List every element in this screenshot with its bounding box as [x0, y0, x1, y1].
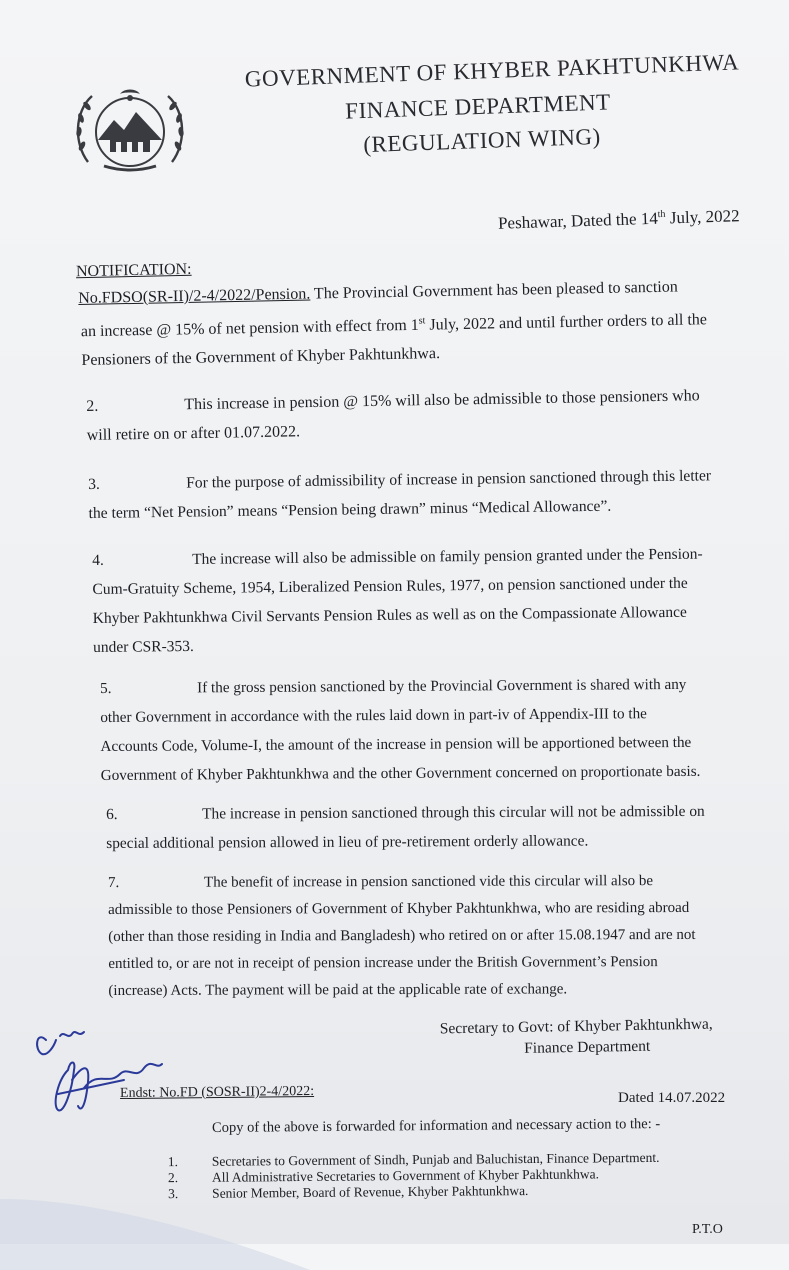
header-line-2: FINANCE DEPARTMENT [344, 89, 612, 124]
header-line-1: GOVERNMENT OF KHYBER PAKHTUNKHWA [244, 49, 740, 92]
signatory-department: Finance Department [524, 1037, 651, 1057]
paragraph-2: 2. This increase in pension @ 15% will also be admissible to those pensioners who will retire on or after 01.07.2022. [86, 387, 700, 444]
signatory-title: Secretary to Govt: of Khyber Pakhtunkhwa, [439, 1015, 713, 1038]
paragraph-6: 6. The increase in pension sanctioned through this circular will not be admissible on special additional pension allowed in lieu of pre-retirement orderly allowance. [106, 802, 705, 852]
list-item: 1. Secretaries to Government of Sindh, Punjab and Baluchistan, Finance Department. [167, 1149, 660, 1170]
handwritten-signature-icon [28, 1010, 178, 1120]
notification-label: NOTIFICATION: [75, 260, 192, 281]
list-item: 3. Senior Member, Board of Revenue, Khyber Pakhtunkhwa. [168, 1183, 529, 1202]
paragraph-3: 3. For the purpose of admissibility of increase in pension sanctioned through this letter the term “Net Pension” means “Pension being drawn” minus “Medical Allowance”. [88, 467, 712, 522]
paragraph-4: 4. The increase will also be admissible on family pension granted under the Pension- Cum-Gratuity Scheme, 1954, Liberalized Pension Rules, 1977, on pension sanctioned under the Khyber Pakhtunkhwa Civil Servants Pension Rules as well as on the Compassionate Allowance under CSR-353. [92, 545, 703, 656]
paper-shadow-icon [0, 1180, 310, 1270]
page-turn-over: P.T.O [692, 1222, 723, 1237]
header-line-3: (REGULATION WING) [362, 123, 602, 158]
issue-date: Peshawar, Dated the 14th July, 2022 [497, 206, 740, 233]
paragraph-5: 5. If the gross pension sanctioned by the Provincial Government is shared with any other Government in accordance with the rules laid down in part-iv of Appendix-III to the Accounts Code, Volume-I, the amount of the increase in pension will be apportioned between the Government of Khyber Pakhtunkhwa and the other Government concerned on proportionate basis. [100, 675, 701, 784]
paragraph-1: No.FDSO(SR-II)/2-4/2022/Pension. The Provincial Government has been pleased to sanction an increase @ 15% of net pension with effect from 1st July, 2022 and until further orders to all the Pensioners of the Government of Khyber Pakhtunkhwa. [78, 278, 708, 370]
copy-forward-text: Copy of the above is forwarded for information and necessary action to the: - [211, 1116, 661, 1136]
list-item: 2. All Administrative Secretaries to Government of Khyber Pakhtunkhwa. [167, 1166, 599, 1186]
endorsement-date: Dated 14.07.2022 [618, 1090, 726, 1106]
endorsement-reference: Endst: No.FD (SOSR-II)2-4/2022: [119, 1083, 315, 1102]
notification-reference: No.FDSO(SR-II)/2-4/2022/Pension. [78, 285, 311, 307]
signatory-block [440, 1014, 714, 1061]
paragraph-7: 7. The benefit of increase in pension sanctioned vide this circular will also be admissible to those Pensioners of Government of Khyber Pakhtunkhwa, who are residing abroad (other than those residing in India and Bangladesh) who retired on or after 15.08.1947 and are not entitled to, or are not in receipt of pension increase under the British Government’s Pension (increase) Acts. The payment will be paid at the applicable rate of exchange. [108, 873, 696, 999]
government-seal-icon [70, 84, 190, 176]
